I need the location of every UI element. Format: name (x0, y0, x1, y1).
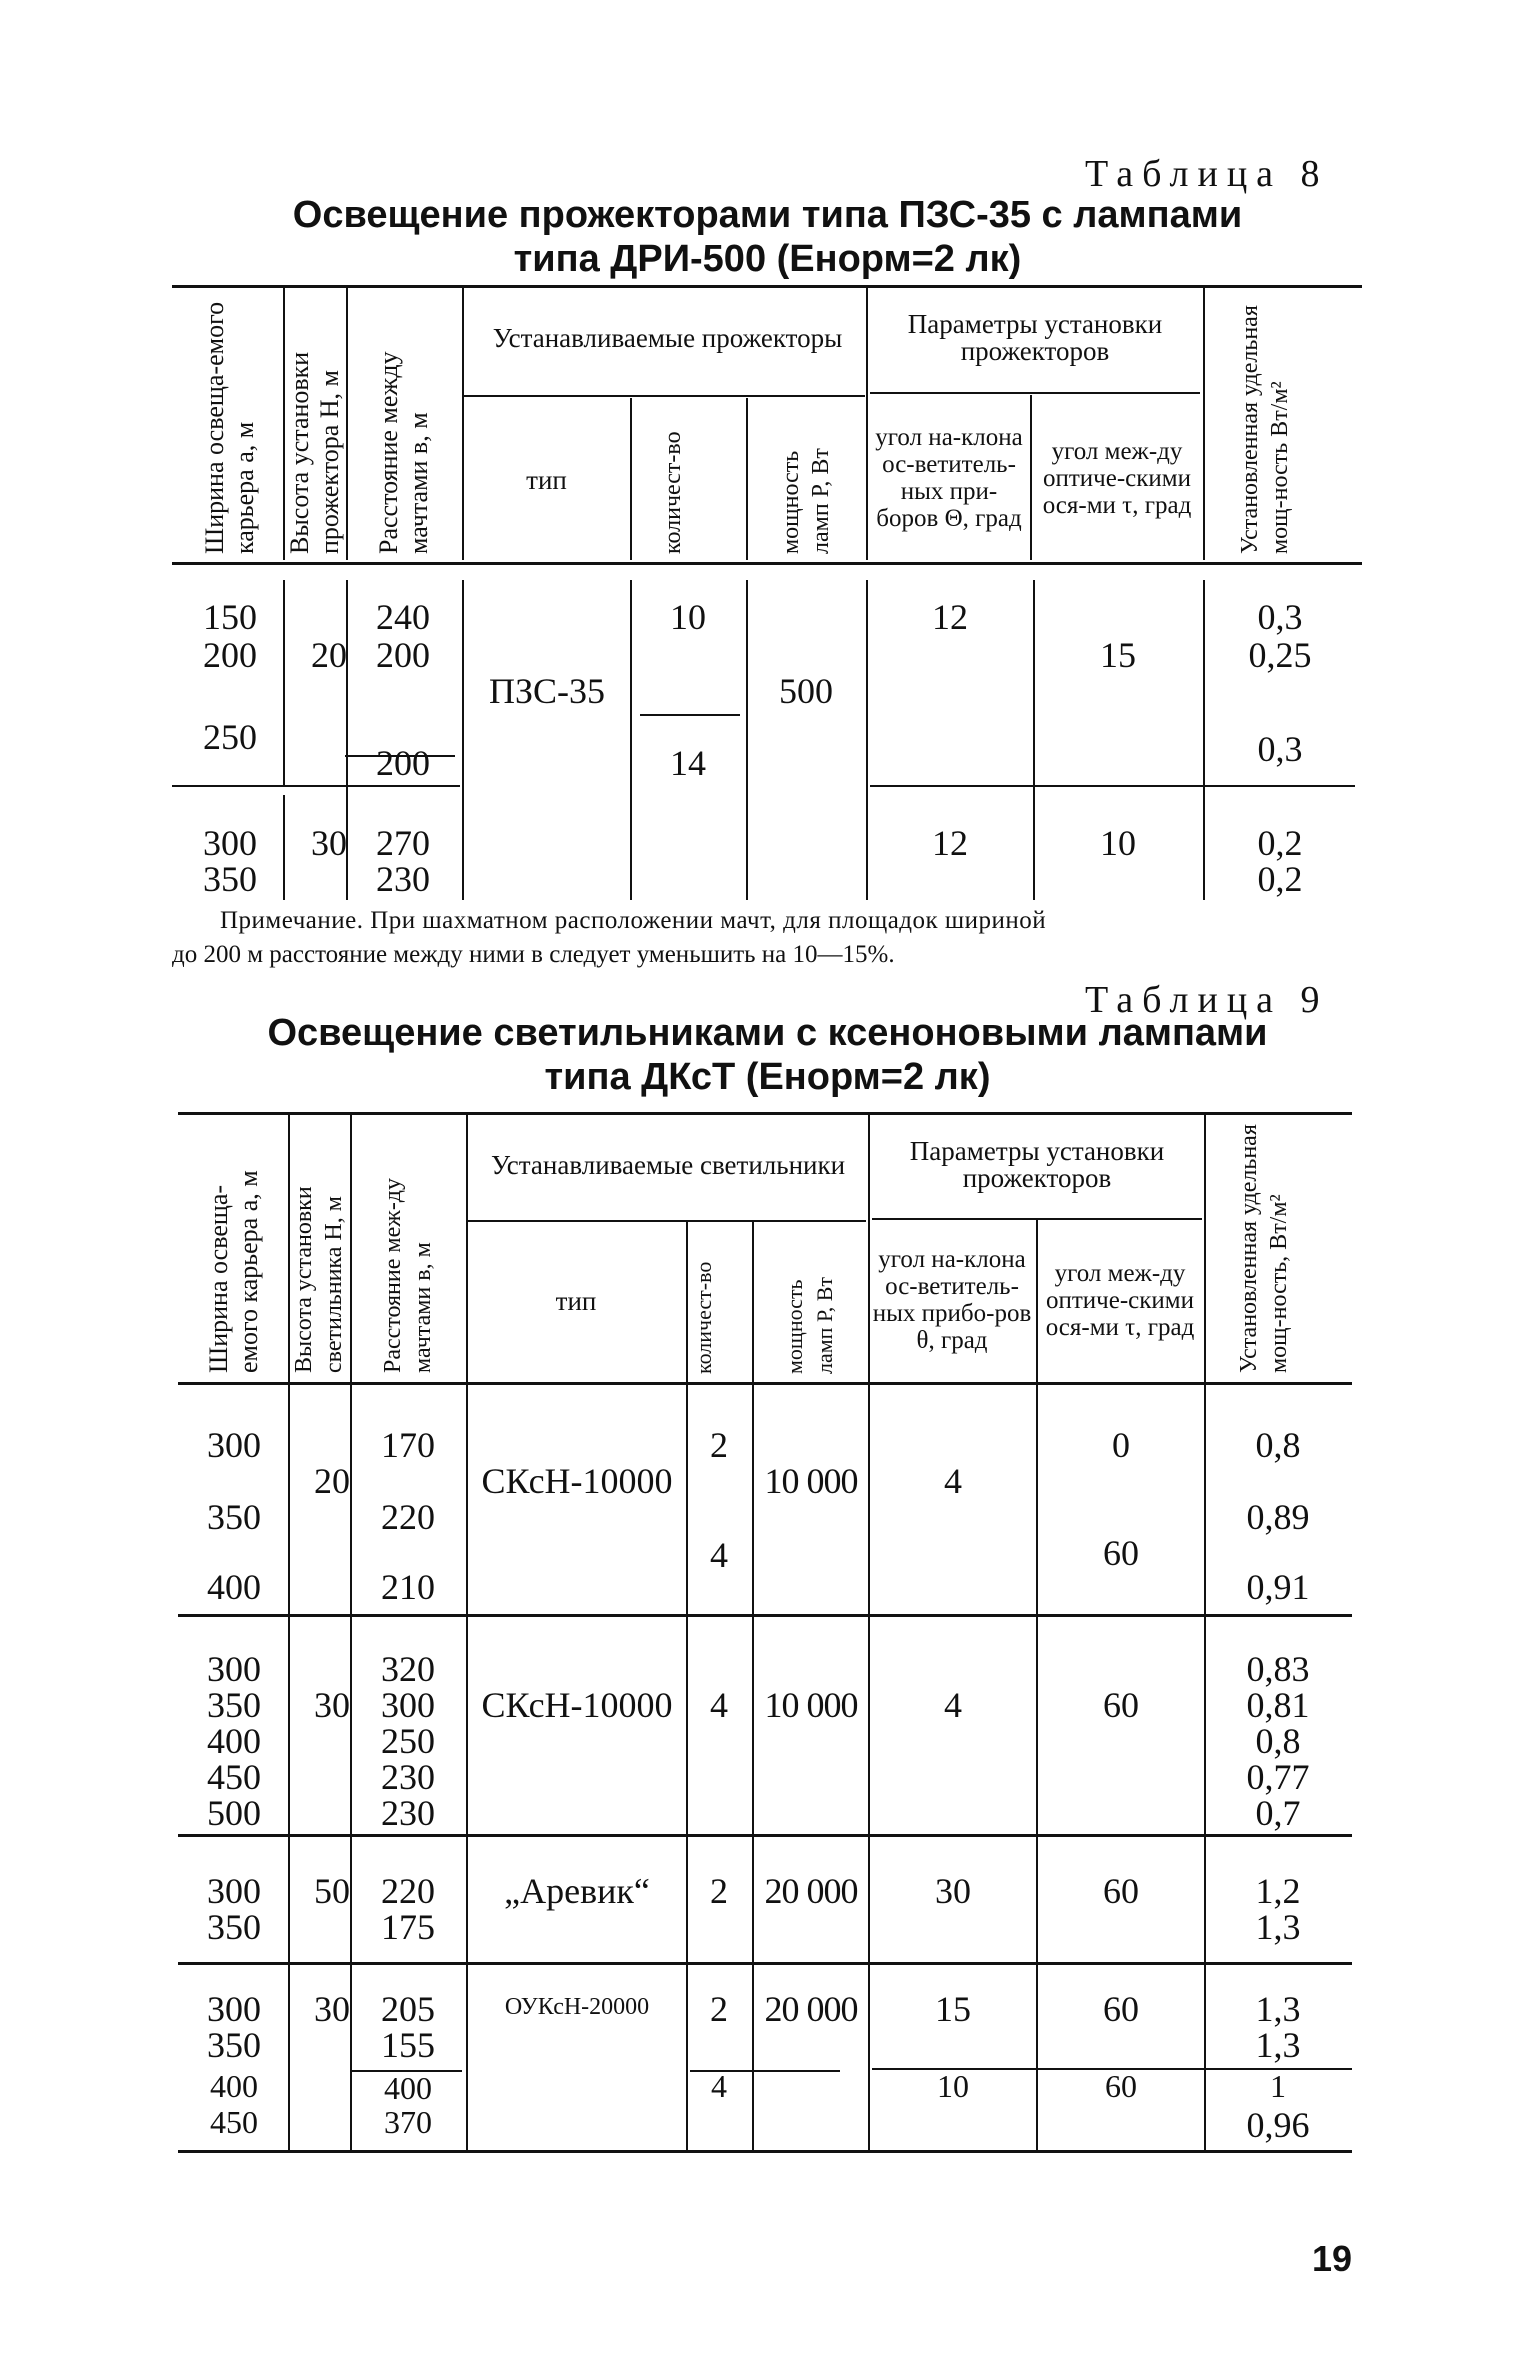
table9-g2-between: 60 (1103, 1685, 1139, 1725)
table8-specific-5: 0,2 (1257, 859, 1303, 899)
table9-g3-angle: 30 (935, 1871, 971, 1911)
table8-header-angle: угол на-клона ос-ветитель-ных при-боров Θ, град (875, 424, 1023, 532)
table8-type: ПЗС-35 (488, 671, 606, 711)
table9-g3-height: 50 (314, 1871, 350, 1911)
table9-header-between: угол меж-ду оптиче-скими ося-ми τ, град (1045, 1259, 1195, 1341)
table8-power: 500 (779, 671, 833, 711)
table8-count-1: 10 (670, 597, 706, 637)
table9-g2-specific-4: 0,77 (1246, 1757, 1310, 1797)
table9-g2-width-5: 500 (207, 1793, 261, 1833)
table9-g1-power: 10 000 (764, 1461, 858, 1501)
table9-g4-specific-1: 1,3 (1255, 1989, 1301, 2029)
table9-g1-specific-3: 0,91 (1246, 1567, 1310, 1607)
table8-angle-1: 12 (932, 597, 968, 637)
table8-label: Таблица 8 (1085, 153, 1329, 195)
table8-title-line2: типа ДРИ-500 (Eнорм=2 лк) (513, 238, 1022, 280)
table9-g1-distance-2: 220 (381, 1497, 435, 1537)
table8-between-2: 10 (1100, 823, 1136, 863)
table8-header-between: угол меж-ду оптиче-скими ося-ми τ, град (1042, 437, 1192, 519)
table9-g4-height: 30 (314, 1989, 350, 2029)
table9-g4-specific-3: 1 (1270, 2068, 1286, 2104)
table8-header-power: мощность ламп P, Вт (778, 448, 834, 554)
table9-g4-distance-4: 370 (384, 2104, 432, 2140)
table8-height-1: 20 (311, 635, 347, 675)
table9-g2-specific-2: 0,81 (1246, 1685, 1310, 1725)
table9-g2-width-1: 300 (207, 1649, 261, 1689)
table9-header-count: количест-во (691, 1261, 716, 1374)
table9-g4-angle-1: 15 (935, 1989, 971, 2029)
table9-g2-distance-2: 300 (381, 1685, 435, 1725)
table8-count-2: 14 (670, 743, 706, 783)
table9-g4-width-4: 450 (210, 2104, 258, 2140)
table9-header-group1: Устанавливаемые светильники (490, 1149, 846, 1180)
table9-g3-distance-2: 175 (381, 1907, 435, 1947)
table9-g2-distance-4: 230 (381, 1757, 435, 1797)
table9-g1-count-2: 4 (710, 1535, 728, 1575)
table9-g4-between-2: 60 (1105, 2068, 1137, 2104)
table9-g2-specific-5: 0,7 (1255, 1793, 1301, 1833)
table8-width-2: 200 (203, 635, 257, 675)
table9-title-line1: Освещение светильниками с ксеноновыми лампами (267, 1012, 1268, 1054)
table8-width-1: 150 (203, 597, 257, 637)
table9-g1-angle: 4 (944, 1461, 962, 1501)
table8-width-5: 350 (203, 859, 257, 899)
table9-header-power: мощность ламп P, Вт (782, 1276, 837, 1374)
table9-g4-between-1: 60 (1103, 1989, 1139, 2029)
table9-g3-width-2: 350 (207, 1907, 261, 1947)
table8-note-line1: Примечание. При шахматном расположении мачт, для площадок шириной (220, 907, 1047, 934)
table9-g2-angle: 4 (944, 1685, 962, 1725)
table9-g1-width-3: 400 (207, 1567, 261, 1607)
table9-g2-specific-3: 0,8 (1255, 1721, 1301, 1761)
table8-header-group2: Параметры установки прожекторов (907, 309, 1163, 366)
table9-g4-distance-3: 400 (384, 2070, 432, 2106)
table8-specific-3: 0,3 (1257, 729, 1303, 769)
table9-header-angle: угол на-клона ос-ветитель-ных прибо-ров θ, град (872, 1246, 1032, 1354)
table8-header-distance: Расстояние между мачтами в, м (374, 351, 433, 554)
table9-g2-height: 30 (314, 1685, 350, 1725)
table9-label: Таблица 9 (1085, 979, 1329, 1021)
table8-header-count: количест-во (660, 431, 686, 554)
table9-g3-type: „Аревик“ (504, 1871, 650, 1911)
table9-g2-distance-3: 250 (381, 1721, 435, 1761)
table9-g3-width-1: 300 (207, 1871, 261, 1911)
table9-g2-distance-5: 230 (381, 1793, 435, 1833)
table8-specific-4: 0,2 (1257, 823, 1303, 863)
table9-g1-count-1: 2 (710, 1425, 728, 1465)
table9-g3-specific-1: 1,2 (1255, 1871, 1301, 1911)
table9-g3-specific-2: 1,3 (1255, 1907, 1301, 1947)
table9-g1-between-1: 0 (1112, 1425, 1130, 1465)
table9-header-height: Высота установки светильника H, м (291, 1186, 347, 1373)
table9-header-specific: Установленная удельная мощ-ность, Вт/м² (1236, 1124, 1292, 1373)
table9-g4-specific-2: 1,3 (1255, 2025, 1301, 2065)
table8-note-line2: до 200 м расстояние между ними в следует уменьшить на 10—15%. (172, 941, 895, 968)
table8-angle-2: 12 (932, 823, 968, 863)
table9-g4-distance-1: 205 (381, 1989, 435, 2029)
table9-g2-width-2: 350 (207, 1685, 261, 1725)
table9-g2-type: СКсН-10000 (481, 1685, 673, 1725)
table9-g1-type: СКсН-10000 (481, 1461, 673, 1501)
table9-g1-between-2: 60 (1103, 1533, 1139, 1573)
table8-distance-1: 240 (376, 597, 430, 637)
table8-specific-1: 0,3 (1257, 597, 1303, 637)
table9-g4-count-1: 2 (710, 1989, 728, 2029)
table8-distance-3: 200 (376, 743, 430, 783)
table9-g1-distance-1: 170 (381, 1425, 435, 1465)
page-number: 19 (1312, 2238, 1353, 2279)
table9-g4-distance-2: 155 (381, 2025, 435, 2065)
table8-header-height: Высота установки прожектора H, м (285, 351, 344, 554)
table8-header-group1: Устанавливаемые прожекторы (492, 322, 843, 353)
table9-g4-power: 20 000 (764, 1989, 858, 2029)
table8-height-2: 30 (311, 823, 347, 863)
table9-header-width: Ширина освеща-емого карьера a, м (204, 1170, 263, 1373)
table9-g4-angle-2: 10 (937, 2068, 969, 2104)
table9-g2-width-4: 450 (207, 1757, 261, 1797)
table8-header-specific: Установленная удельная мощ-ность Вт/м² (1237, 305, 1293, 554)
table9-title-line2: типа ДКсТ (Eнорм=2 лк) (544, 1056, 991, 1098)
table9-g1-height: 20 (314, 1461, 350, 1501)
table9-g3-power: 20 000 (764, 1871, 858, 1911)
table9-g3-distance-1: 220 (381, 1871, 435, 1911)
table8-distance-4: 270 (376, 823, 430, 863)
table9-g1-width-2: 350 (207, 1497, 261, 1537)
table9-header-group2: Параметры установки прожекторов (909, 1136, 1165, 1193)
table9-g4-type: ОУКсН-20000 (504, 1994, 650, 2020)
table9-header-distance: Расстояние меж-ду мачтами в, м (380, 1177, 436, 1373)
table8-width-4: 300 (203, 823, 257, 863)
table8-header-type: тип (526, 464, 567, 495)
table8-width-3: 250 (203, 717, 257, 757)
table9-g1-specific-2: 0,89 (1246, 1497, 1310, 1537)
table8-title-line1: Освещение прожекторами типа ПЗС-35 с лампами (292, 194, 1243, 236)
table8-distance-5: 230 (376, 859, 430, 899)
table9-g4-width-2: 350 (207, 2025, 261, 2065)
table8-distance-2: 200 (376, 635, 430, 675)
table9-g2-distance-1: 320 (381, 1649, 435, 1689)
table9-g2-specific-1: 0,83 (1246, 1649, 1310, 1689)
table9-g1-specific-1: 0,8 (1255, 1425, 1301, 1465)
table9-g4-specific-4: 0,96 (1246, 2105, 1310, 2145)
table9-g4-width-3: 400 (210, 2068, 258, 2104)
table8-between-1: 15 (1100, 635, 1136, 675)
table9-g4-count-2: 4 (711, 2068, 727, 2104)
table9-g3-between: 60 (1103, 1871, 1139, 1911)
table9-g2-width-3: 400 (207, 1721, 261, 1761)
table9-g3-count: 2 (710, 1871, 728, 1911)
table8-specific-2: 0,25 (1248, 635, 1312, 675)
table8-header-width: Ширина освеща-емого карьера a, м (200, 301, 259, 554)
table9-g2-power: 10 000 (764, 1685, 858, 1725)
table9-g1-distance-3: 210 (381, 1567, 435, 1607)
table9-g4-width-1: 300 (207, 1989, 261, 2029)
table9-g2-count: 4 (710, 1685, 728, 1725)
table9-header-type: тип (555, 1286, 597, 1316)
table9-g1-width-1: 300 (207, 1425, 261, 1465)
